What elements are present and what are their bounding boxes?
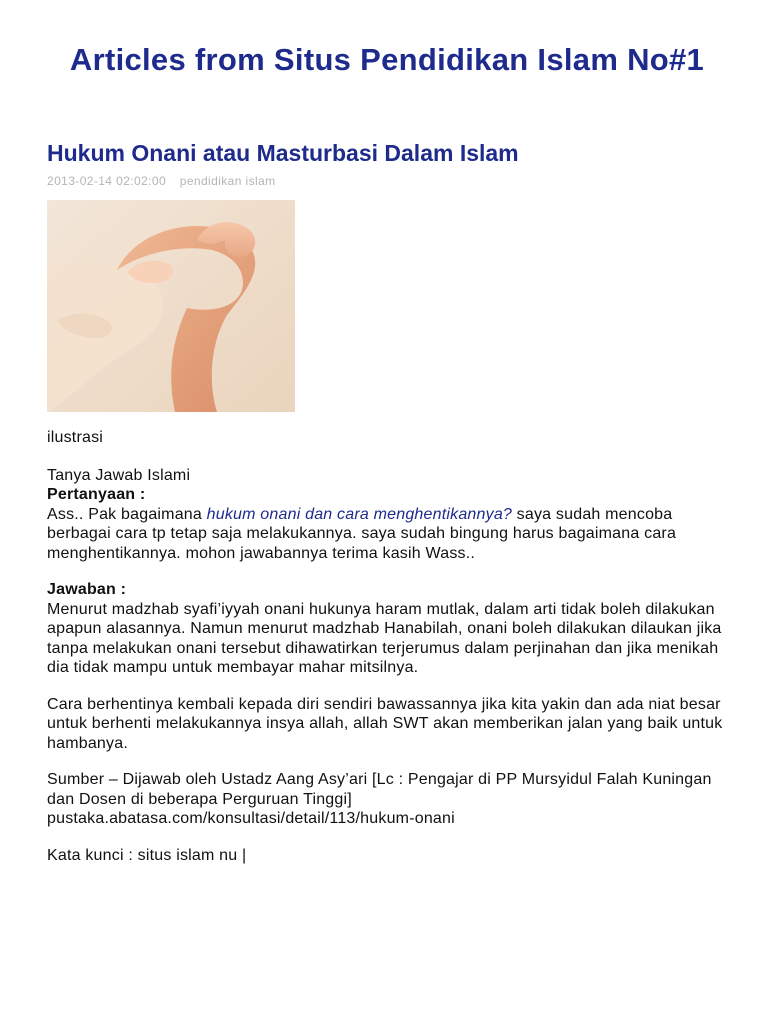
answer-paragraph-1: Menurut madzhab syafi’iyyah onani hukunya haram mutlak, dalam arti tidak boleh dilakukan apapun alasannya. Namun menurut madzhab Hanabilah, onani boleh dilakukan dilaukan jika tanpa melakukan onani tersebut dihawatirkan terjerumus dalam perjinahan dan jika menikah dia tidak mampu untuk membayar mahar mitsilnya.: [47, 600, 722, 676]
article-meta: [47, 173, 276, 189]
answer-label: Jawaban :: [47, 581, 127, 598]
source-url[interactable]: pustaka.abatasa.com/konsultasi/detail/113/hukum-onani: [47, 810, 455, 827]
source-text: Sumber – Dijawab oleh Ustadz Aang Asy’ari [Lc : Pengajar di PP Mursyidul Falah Kuningan dan Dosen di beberapa Perguruan Tinggi]: [47, 771, 712, 808]
site-title: Articles from Situs Pendidikan Islam No#1: [69, 42, 705, 77]
answer-paragraph-2: Cara berhentinya kembali kepada diri sendiri bawassannya jika kita yakin dan ada niat besar untuk berhenti melakukannya insya allah, allah SWT akan memberikan jalan yang baik untuk hambanya.: [47, 695, 723, 752]
keywords: Kata kunci : situs islam nu |: [47, 846, 247, 864]
article-body: [47, 428, 737, 865]
question-link[interactable]: hukum onani dan cara menghentikannya?: [206, 505, 513, 523]
section-label: Tanya Jawab Islami: [47, 466, 191, 484]
question-label: Pertanyaan :: [47, 486, 146, 503]
question-paragraph: Ass.. Pak bagaimana hukum onani dan cara menghentikannya? saya sudah mencoba berbagai cara tp tetap saja melakukannya. saya sudah bingung harus bagaimana cara menghentikannya. mohon jawabannya terima kasih Wass..: [47, 505, 677, 562]
article-category[interactable]: pendidikan islam: [179, 174, 276, 188]
illustration-image: [47, 200, 295, 412]
article-date: 2013-02-14 02:02:00: [47, 174, 167, 188]
article-title[interactable]: Hukum Onani atau Masturbasi Dalam Islam: [47, 140, 519, 166]
image-caption: ilustrasi: [47, 429, 104, 446]
